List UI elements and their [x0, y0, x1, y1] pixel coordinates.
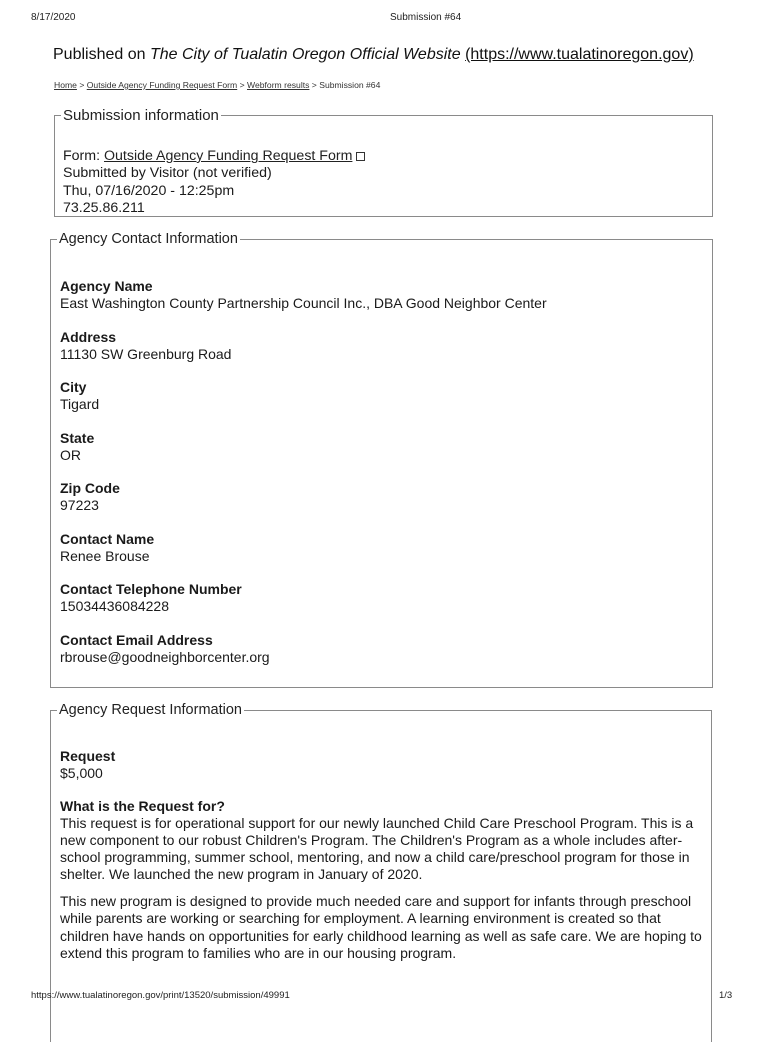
- field-label: Address: [60, 328, 117, 345]
- address-field: [60, 329, 547, 380]
- state-field: [60, 430, 547, 481]
- published-on-line: [53, 46, 694, 64]
- request-value: $5,000: [60, 765, 103, 781]
- form-line: [63, 148, 365, 165]
- contact-name-field: [60, 531, 547, 582]
- field-value: Tigard: [60, 396, 100, 412]
- city-field: [60, 379, 547, 430]
- submission-datetime: Thu, 07/16/2020 - 12:25pm: [63, 182, 235, 199]
- field-value: rbrouse@goodneighborcenter.org: [60, 648, 270, 665]
- field-value: 11130 SW Greenburg Road: [60, 345, 232, 362]
- field-label: Contact Name: [60, 530, 155, 547]
- field-value: OR: [60, 446, 81, 463]
- print-title: Submission #64: [390, 12, 462, 23]
- submission-legend: Submission information: [63, 107, 219, 124]
- field-label: Contact Telephone Number: [60, 581, 242, 597]
- breadcrumb-separator: >: [237, 80, 248, 90]
- zip-code-field: [60, 480, 547, 531]
- agency-name-field: [60, 278, 547, 329]
- site-url-link[interactable]: (https://www.tualatinoregon.gov): [465, 46, 694, 63]
- request-paragraph: This new program is designed to provide much needed care and support for infants through preschool while parents are working or searching for employment. A learning environment is created so that children have hands on opportunities for early childhood learning as well as safe care. We are hoping to extend this program to families who are in our housing program.: [60, 893, 702, 961]
- site-name: The City of Tualatin Oregon Official Website: [149, 46, 461, 63]
- field-label: Agency Name: [60, 278, 153, 294]
- breadcrumb: [54, 80, 380, 90]
- published-prefix: Published on: [53, 46, 150, 63]
- submission-information-section: [54, 107, 713, 217]
- request-legend: Agency Request Information: [59, 702, 242, 718]
- field-value: 97223: [60, 497, 99, 513]
- breadcrumb-home[interactable]: Home: [54, 80, 77, 90]
- breadcrumb-separator: >: [76, 80, 87, 90]
- breadcrumb-separator: >: [309, 80, 320, 90]
- field-label: State: [60, 429, 95, 446]
- submission-ip: 73.25.86.211: [63, 200, 145, 217]
- request-label: Request: [60, 748, 116, 764]
- field-label: City: [60, 379, 87, 395]
- request-for-label: What is the Request for?: [60, 798, 225, 814]
- breadcrumb-results[interactable]: Webform results: [247, 80, 310, 90]
- form-link[interactable]: Outside Agency Funding Request Form: [103, 148, 353, 164]
- field-label: Contact Email Address: [60, 631, 213, 648]
- breadcrumb-form[interactable]: Outside Agency Funding Request Form: [86, 80, 238, 90]
- submitted-by: Submitted by Visitor (not verified): [63, 165, 272, 182]
- field-value: 15034436084228: [60, 598, 170, 614]
- print-url: https://www.tualatinoregon.gov/print/13520/submission/49991: [31, 990, 290, 1001]
- print-date: 8/17/2020: [31, 12, 76, 23]
- external-link-icon: [356, 152, 365, 161]
- field-value: Renee Brouse: [60, 547, 150, 564]
- field-value: East Washington County Partnership Council Inc., DBA Good Neighbor Center: [60, 295, 547, 311]
- contact-email-field: [60, 632, 547, 683]
- contact-telephone-field: [60, 581, 547, 632]
- request-paragraph: This request is for operational support for our newly launched Child Care Preschool Program. This is a new component to our robust Children's Program. The Children's Program as a whole includes after-school programming, summer school, mentoring, and now a child care/preschool program for those in shelter. We launched the new program in January of 2020.: [60, 815, 694, 883]
- field-label: Zip Code: [60, 480, 120, 496]
- form-prefix: Form:: [63, 148, 104, 164]
- agency-contact-section: [50, 231, 713, 688]
- breadcrumb-current: Submission #64: [319, 80, 381, 90]
- contact-legend: Agency Contact Information: [59, 231, 238, 247]
- page-number: 1/3: [719, 990, 733, 1001]
